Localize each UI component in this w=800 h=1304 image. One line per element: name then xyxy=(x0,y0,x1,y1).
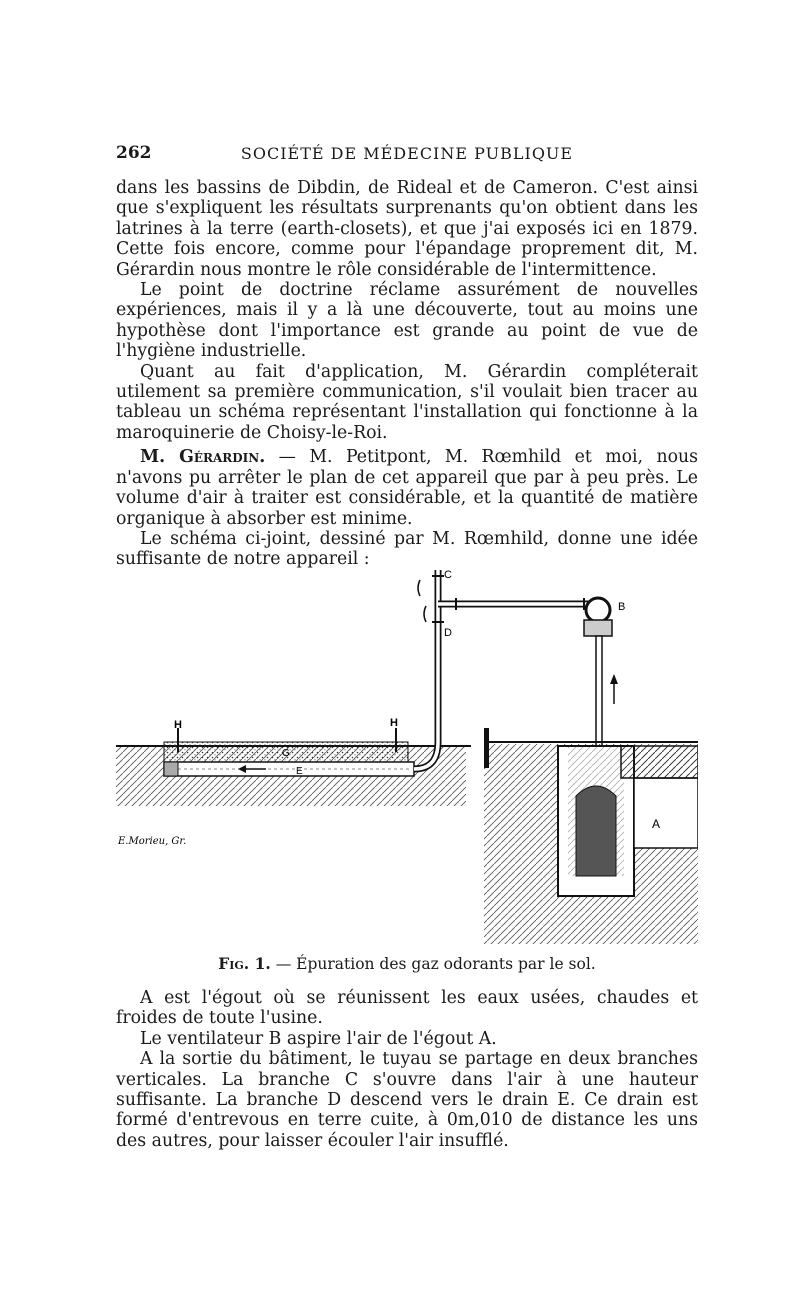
label-g: G xyxy=(282,748,290,759)
paragraph: Le ventilateur B aspire l'air de l'égout A. xyxy=(140,1028,497,1049)
paragraph: A est l'égout où se réunissent les eaux usées, chaudes et froides de toute l'usine. xyxy=(116,988,698,1029)
body-text-bottom xyxy=(116,988,698,1151)
running-title: SOCIÉTÉ DE MÉDECINE PUBLIQUE xyxy=(240,144,574,163)
figure-diagram xyxy=(116,556,698,952)
label-h-right: H xyxy=(390,717,398,729)
pipe-horizontal xyxy=(438,598,590,610)
paragraph-text: — M. Petitpont, M. Rœmhild et moi, nous n'avons pu arrêter le plan de cet appareil que par à peu près. Le volume d'air à traiter est considérable, et la quantité de matière organique à absorber est minime. xyxy=(116,447,698,529)
caption-text: — Épuration des gaz odorants par le sol. xyxy=(270,955,596,973)
engraver-credit: E.Morieu, Gr. xyxy=(118,836,187,847)
label-b: B xyxy=(618,601,626,613)
figure-caption xyxy=(116,954,698,973)
paragraph: Quant au fait d'application, M. Gérardin compléterait utilement sa première communication, s'il voulait bien tracer au tableau un schéma représentant l'installation qui fonctionne à la maroquinerie de Choisy-le-Roi. xyxy=(116,361,698,443)
paragraph: A la sortie du bâtiment, le tuyau se partage en deux branches verticales. La branche C s'ouvre dans l'air à une hauteur suffisante. La branche D descend vers le drain E. Ce drain est formé d'entrevous en terre cuite, à 0m,010 de distance les uns des autres, pour laisser écouler l'air insufflé. xyxy=(116,1049,698,1151)
body-text-top xyxy=(116,178,698,570)
label-d: D xyxy=(444,627,452,639)
paragraph: Le point de doctrine réclame assurément de nouvelles expériences, mais il y a là une découverte, tout au moins une hypothèse dont l'importance est grande au point de vue de l'hygiène industrielle. xyxy=(116,280,698,362)
caption-fig-number: Fig. 1. xyxy=(218,954,271,973)
label-a: A xyxy=(652,817,661,831)
ground-right xyxy=(484,728,698,944)
drain-pipe xyxy=(164,762,414,776)
label-h-left: H xyxy=(174,719,182,731)
page-number: 262 xyxy=(116,143,152,163)
label-e: E xyxy=(296,766,303,777)
paragraph: Le schéma ci-joint, dessiné par M. Rœmhild, donne une idée suffisante de notre appareil : xyxy=(116,528,698,570)
speaker-name: M. Gérardin. xyxy=(140,447,266,468)
paragraph: dans les bassins de Dibdin, de Rideal et de Cameron. C'est ainsi que s'expliquent les résultats surprenants qu'on obtient dans les latrines à la terre (earth-closets), et que j'ai exposés ici en 1879. Cette fois encore, comme pour l'épandage proprement dit, M. Gérardin nous montre le rôle considérable de l'intermittence. xyxy=(116,178,698,280)
label-c: C xyxy=(444,569,452,581)
page-header xyxy=(116,143,698,167)
ventilator xyxy=(584,598,612,746)
paragraph xyxy=(116,447,698,529)
